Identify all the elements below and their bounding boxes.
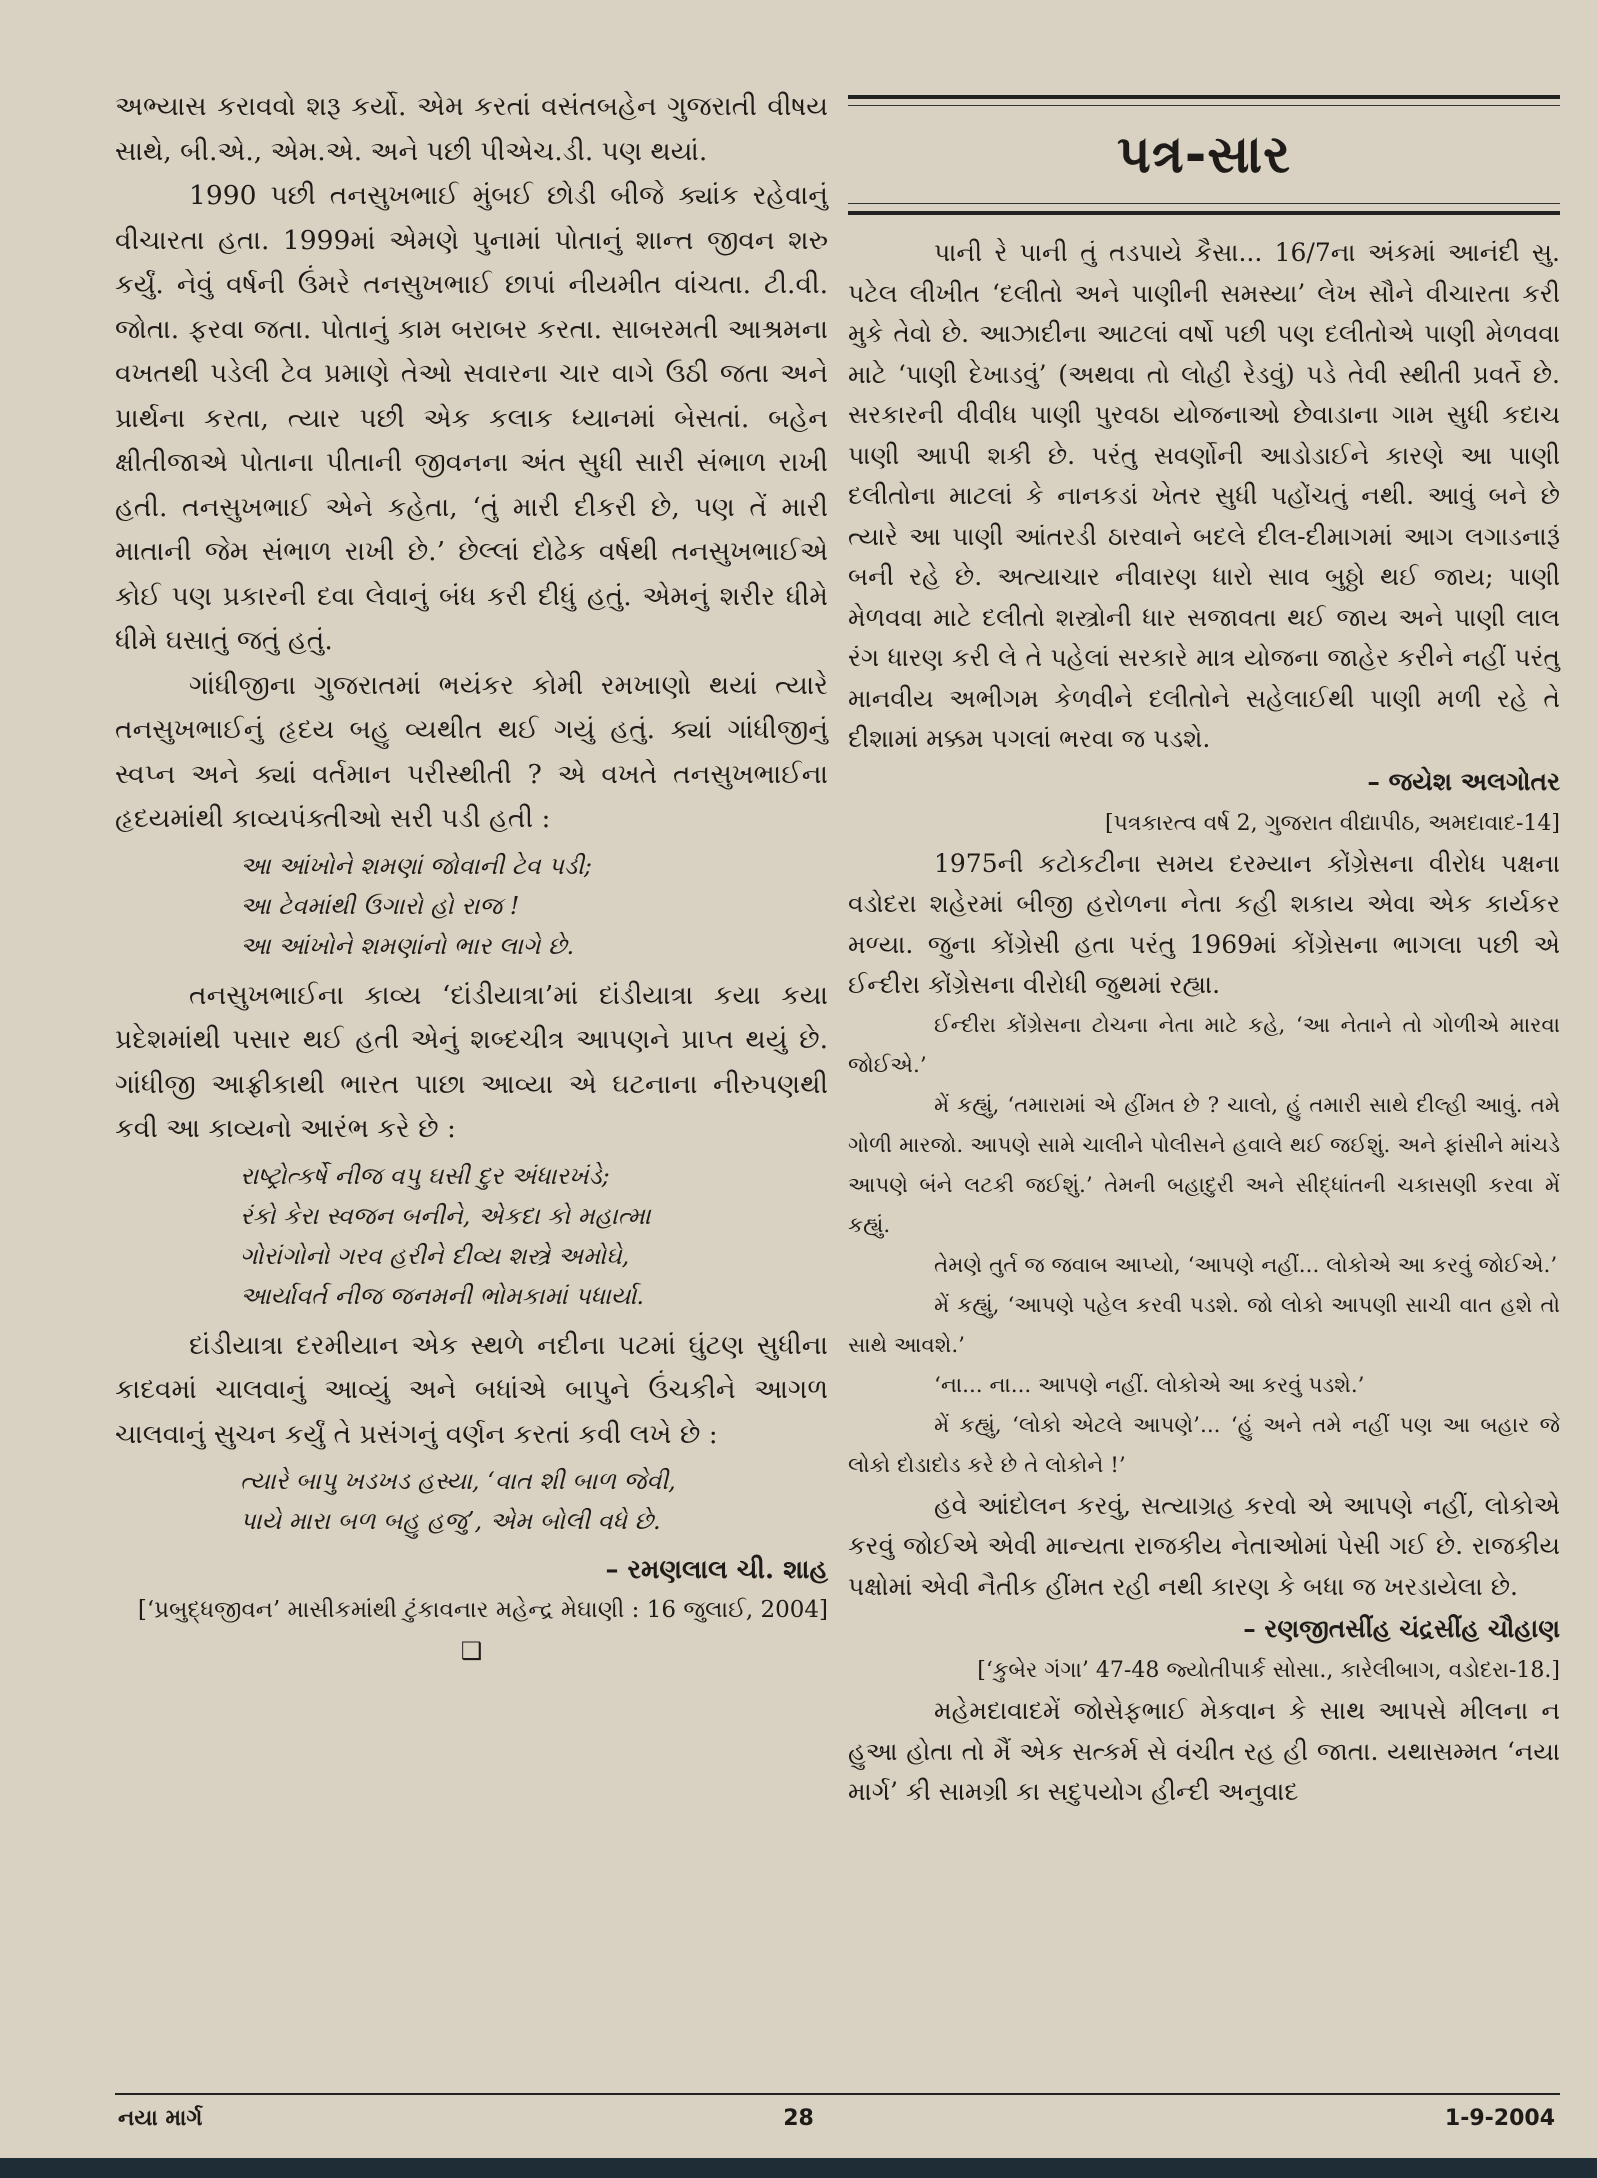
paragraph-2: 1990 પછી તનસુખભાઈ મુંબઈ છોડી બીજે ક્યાંક રહેવાનું વીચારતા હતા. 1999માં એમણે પુનામાં પોતાનું શાન્ત જીવન શરુ કર્યું. નેવું વર્ષની ઉંમરે તનસુખભાઈ છાપાં નીયમીત વાંચતા. ટી.વી. જોતા. ફરવા જતા. પોતાનું કામ બરાબર કરતા. સાબરમતી આશ્રમના વખતથી પડેલી ટેવ પ્રમાણે તેઓ સવારના ચાર વાગે ઉઠી જતા અને પ્રાર્થના કરતા, ત્યાર પછી એક કલાક ધ્યાનમાં બેસતાં. બહેન ક્ષીતીજાએ પોતાના પીતાની જીવનના અંત સુધી સારી સંભાળ રાખી હતી. તનસુખભાઈ એને કહેતા, ‘તું મારી દીકરી છે, પણ તેં મારી માતાની જેમ સંભાળ રાખી છે.’ છેલ્લાં દોઢેક વર્ષથી તનસુખભાઈએ કોઈ પણ પ્રકારની દવા લેવાનું બંધ કરી દીધું હતું. એમનું શરીર ધીમે ધીમે ઘસાતું જતું હતું. [115, 180, 828, 656]
letter-1-source: [પત્રકારત્વ વર્ષ 2, ગુજરાત વીદ્યાપીઠ, અમદાવાદ-14] [1105, 810, 1560, 836]
dialogue-line: ‘ના... ના... આપણે નહીં. લોકોએ આ કરવું પડશે.’ [934, 1372, 1365, 1398]
letter-2-close: હવે આંદોલન કરવું, સત્યાગ્રહ કરવો એ આપણે નહીં, લોકોએ કરવું જોઈએ એવી માન્યતા રાજકીય નેતાઓમાં પેસી ગઈ છે. રાજકીય પક્ષોમાં એવી નૈતીક હીંમત રહી નથી કારણ કે બધા જ ખરડાયેલા છે. [848, 1490, 1560, 1601]
section-header [848, 85, 1560, 225]
letter-3: મહેમદાવાદમેં જોસેફભાઈ મેકવાન કે સાથ આપસે મીલના ન હુઆ હોતા તો મૈં એક સત્કર્મ સે વંચીત રહ હી જાતા. યથાસમ્મત ‘નયા માર્ગ’ કી સામગ્રી કા સદુપયોગ હીન્દી અનુવાદ [848, 1696, 1560, 1806]
section-title: પત્ર-સાર [1116, 125, 1292, 185]
header-rule [848, 211, 1560, 215]
verse-line: આ આંખોને શમણાં જોવાની ટેવ પડી; [240, 851, 592, 880]
dialogue-line: મેં કહ્યું, ‘તમારામાં એ હીંમત છે ? ચાલો, હું તમારી સાથે દીલ્હી આવું. તમે ગોળી મારજો. આપણે સામે ચાલીને પોલીસને હવાલે થઈ જઈશું. અને ફાંસીને માંચડે આપણે બંને લટકી જઈશું.’ તેમની બહાદુરી અને સીદ્ધાંતની ચકાસણી કરવા મેં કહ્યું. [848, 1092, 1560, 1238]
verse-line: આ આંખોને શમણાંનો ભાર લાગે છે. [240, 931, 575, 960]
letter-1: પાની રે પાની તું તડપાયે કૈસા... 16/7ના અંકમાં આનંદી સુ. પટેલ લીખીત ‘દલીતો અને પાણીની સમસ્યા’ લેખ સૌને વીચારતા કરી મુકે તેવો છે. આઝાદીના આટલાં વર્ષો પછી પણ દલીતોએ પાણી મેળવવા માટે ‘પાણી દેખાડવું’ (અથવા તો લોહી રેડવું) પડે તેવી સ્થીતી પ્રવર્તે છે. સરકારની વીવીધ પાણી પુરવઠા યોજનાઓ છેવાડાના ગામ સુધી કદાચ પાણી આપી શકી છે. પરંતુ સવર્ણોની આડોડાઈને કારણે આ પાણી દલીતોના માટલાં કે નાનકડાં ખેતર સુધી પહોંચતું નથી. આવું બને છે ત્યારે આ પાણી આંતરડી ઠારવાને બદલે દીલ-દીમાગમાં આગ લગાડનારૂં બની રહે છે. અત્યાચાર નીવારણ ધારો સાવ બુઠ્ઠો થઈ જાય; પાણી મેળવવા માટે દલીતો શસ્ત્રોની ધાર સજાવતા થઈ જાય અને પાણી લાલ રંગ ધારણ કરી લે તે પહેલાં સરકારે માત્ર યોજના જાહેર કરીને નહીં પરંતુ માનવીય અભીગમ કેળવીને દલીતોને સહેલાઈથી પાણી મળી રહે તે દીશામાં મક્કમ પગલાં ભરવા જ પડશે. [848, 238, 1560, 753]
paragraph-1: અભ્યાસ કરાવવો શરૂ કર્યો. એમ કરતાં વસંતબહેન ગુજરાતી વીષય સાથે, બી.એ., એમ.એ. અને પછી પીએચ.ડી. પણ થયાં. [115, 91, 828, 167]
dialogue-line: તેમણે તુર્ત જ જવાબ આપ્યો, ‘આપણે નહીં... લોકોએ આ કરવું જોઈએ.’ [934, 1252, 1558, 1278]
verse-3 [240, 1461, 828, 1541]
source-citation: [‘પ્રબુદ્ધજીવન’ માસીકમાંથી ટુંકાવનાર મહેન્દ્ર મેઘાણી : 16 જુલાઈ, 2004] [137, 1597, 828, 1623]
footer-publication: નયા માર્ગ [118, 2106, 203, 2131]
verse-line: ગોરાંગોનો ગરવ હરીને દીવ્ય શસ્ત્રે અમોઘે, [240, 1241, 630, 1270]
paragraph-4: તનસુખભાઈના કાવ્ય ‘દાંડીયાત્રા’માં દાંડીયાત્રા કયા કયા પ્રદેશમાંથી પસાર થઈ હતી એનું શબ્દચીત્ર આપણને પ્રાપ્ત થયું છે. ગાંધીજી આફ્રીકાથી ભારત પાછા આવ્યા એ ઘટનાના નીરુપણથી કવી આ કાવ્યનો આરંભ કરે છે : [115, 979, 828, 1144]
dialogue-line: મેં કહ્યું, ‘લોકો એટલે આપણે’... ‘હું અને તમે નહીં પણ આ બહાર જે લોકો દોડાદોડ કરે છે તે લોકોને !’ [848, 1412, 1560, 1478]
letter-2-source: [‘કુબેર ગંગા’ 47-48 જ્યોતીપાર્ક સોસા., કારેલીબાગ, વડોદરા-18.] [977, 1658, 1560, 1683]
paragraph-5: દાંડીયાત્રા દરમીયાન એક સ્થળે નદીના પટમાં ઘુંટણ સુધીના કાદવમાં ચાલવાનું આવ્યું અને બધાંએ બાપુને ઉંચકીને આગળ ચાલવાનું સુચન કર્યું તે પ્રસંગનું વર્ણન કરતાં કવી લખે છે : [115, 1329, 828, 1450]
verse-line: આ ટેવમાંથી ઉગારો હો રાજ ! [240, 891, 520, 920]
verse-line: રાષ્ટ્રોત્કર્ષે નીજ વપુ ઘસી દુર અંધારખંડે; [240, 1161, 610, 1190]
footer-rule [115, 2093, 1560, 2095]
left-column [115, 85, 828, 1665]
right-column [848, 85, 1560, 1813]
letter-2-signature: – રણજીતસીંહ ચંદ્રસીંહ ચૌહાણ [1243, 1614, 1560, 1643]
letter-2-intro: 1975ની કટોકટીના સમય દરમ્યાન કોંગ્રેસના વીરોધ પક્ષના વડોદરા શહેરમાં બીજી હરોળના નેતા કહી શકાય એવા એક કાર્યકર મળ્યા. જુના કોંગ્રેસી હતા પરંતુ 1969માં કોંગ્રેસના ભાગલા પછી એ ઈન્દીરા કોંગ્રેસના વીરોધી જુથમાં રહ્યા. [848, 848, 1560, 999]
footer-date: 1-9-2004 [1444, 2106, 1555, 2131]
dialogue-line: ઈન્દીરા કોંગ્રેસના ટોચના નેતા માટે કહે, ‘આ નેતાને તો ગોળીએ મારવા જોઈએ.’ [848, 1012, 1560, 1078]
end-square-icon: ❑ [460, 1637, 483, 1665]
verse-line: આર્યાવર્ત નીજ જનમની ભોમકામાં પધાર્યા. [240, 1281, 644, 1310]
header-rule [848, 203, 1560, 204]
footer-page-number: 28 [783, 2106, 814, 2131]
paragraph-3: ગાંધીજીના ગુજરાતમાં ભયંકર કોમી રમખાણો થયાં ત્યારે તનસુખભાઈનું હૃદય બહુ વ્યથીત થઈ ગયું હતું. ક્યાં ગાંધીજીનું સ્વપ્ન અને ક્યાં વર્તમાન પરીસ્થીતી ? એ વખતે તનસુખભાઈના હૃદયમાંથી કાવ્યપંક્તીઓ સરી પડી હતી : [115, 669, 828, 834]
dialogue-line: મેં કહ્યું, ‘આપણે પહેલ કરવી પડશે. જો લોકો આપણી સાચી વાત હશે તો સાથે આવશે.’ [848, 1292, 1560, 1358]
verse-2 [240, 1156, 828, 1316]
verse-line: પાયે મારા બળ બહુ હજુ’, એમ બોલી વધે છે. [240, 1507, 661, 1535]
verse-line: રંકો કેરા સ્વજન બનીને, એકદા કો મહાત્મા [240, 1201, 651, 1230]
scan-edge-band [0, 2158, 1597, 2178]
author-signature: – રમણલાલ ચી. શાહ [605, 1555, 828, 1585]
letter-1-signature: – જયેશ અલગોતર [1367, 766, 1560, 796]
verse-line: ત્યારે બાપુ ખડખડ હસ્યા, ‘વાત શી બાળ જેવી, [240, 1467, 676, 1495]
header-rule [848, 105, 1560, 106]
verse-1 [240, 846, 828, 966]
header-rule [848, 95, 1560, 99]
